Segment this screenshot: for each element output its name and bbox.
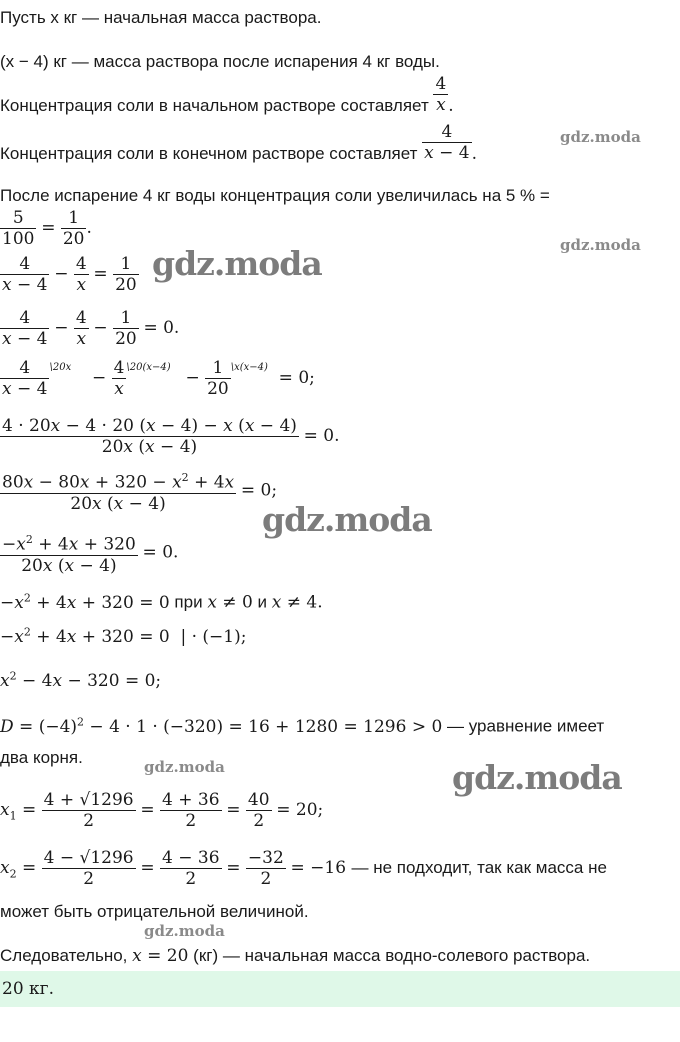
watermark-logo: gdz.moda	[144, 922, 225, 940]
discriminant-line: $D = (-4)^2 - 4 \cdot 1 \cdot (-320) = 16 + 1280 = 1296 > 0$ — уравнение имеет	[0, 715, 605, 737]
equation-6: $\frac{-x^2 + 4x + 320}{20x (x - 4)}$ = 0.	[0, 530, 178, 576]
intro-text: Пусть x кг — начальная масса раствора.	[0, 8, 322, 27]
percent-fraction-line: $\frac{5}{100}$ = $\frac{1}{20}$ .	[2, 208, 92, 249]
two-roots-line	[0, 748, 83, 768]
and-word: и	[257, 592, 268, 612]
negative-mass-line	[0, 902, 309, 922]
conclusion-text: (кг) — начальная масса водно-солевого раствора.	[193, 946, 591, 965]
mass-after-text: (x − 4) кг — масса раствора после испарения 4 кг воды.	[0, 52, 440, 71]
initial-concentration-line: Концентрация соли в начальном растворе составляет $\frac{4}{x}$ .	[0, 74, 454, 116]
equation-5: $\frac{80x - 80x + 320 - x^2 + 4x}{20x (x - 4)}$ = 0;	[0, 468, 277, 514]
two-roots-text: два корня.	[0, 748, 83, 767]
condition-word: при	[174, 592, 203, 612]
increase-text: После испарение 4 кг воды концентрация соли увеличилась на 5 % =	[0, 186, 550, 205]
equation-8: $-x^2 + 4x + 320 = 0$ | · (−1);	[0, 625, 247, 647]
root-x2-line: $x_2$ = $\frac{4 - √1296}{2}$ = $\frac{4 - 36}{2}$ = $\frac{-32}{2}$ = −16 — не подходит, так как масса не	[0, 848, 607, 889]
fraction-4-over-x: $\frac{4}{x}$	[435, 74, 447, 115]
answer-text: 20 кг.	[2, 979, 54, 999]
equation-1: $\frac{4}{x - 4}$ − $\frac{4}{x}$ = $\frac{1}{20}$	[2, 254, 137, 295]
root-x2-rejection-text: — не подходит, так как масса не	[351, 857, 607, 877]
root-x1-line: $x_1$ = $\frac{4 + √1296}{2}$ = $\frac{4 + 36}{2}$ = $\frac{40}{2}$ = 20;	[0, 790, 324, 831]
watermark-logo: gdz.moda	[452, 758, 622, 797]
conclusion-line: Следовательно, x = 20 (кг) — начальная масса водно-солевого раствора.	[0, 946, 591, 966]
discriminant-text: — уравнение имеет	[447, 716, 605, 736]
watermark-logo: gdz.moda	[560, 236, 641, 254]
conclusion-lead: Следовательно,	[0, 946, 128, 965]
equation-2: $\frac{4}{x - 4}$ − $\frac{4}{x}$ − $\frac{1}{20}$ = 0.	[2, 308, 180, 349]
watermark-logo: gdz.moda	[560, 128, 641, 146]
increase-line	[0, 186, 550, 206]
initial-concentration-text: Концентрация соли в начальном растворе составляет	[0, 95, 429, 115]
watermark-logo: gdz.moda	[152, 244, 322, 283]
equation-7: $-x^2 + 4x + 320 = 0$ при x ≠ 0 и x ≠ 4.	[0, 591, 323, 613]
equation-3: $\frac{4}{x - 4}$ $^{\backslash 20x}$ − $\frac{4}{x}$ $^{\backslash 20(x-4)}$ − $\frac{1}{20}$ $^{\backslash x(x-4)}$ = 0;	[2, 358, 315, 399]
final-concentration-line: Концентрация соли в конечном растворе составляет $\frac{4}{x - 4}$ .	[0, 122, 477, 164]
watermark-logo: gdz.moda	[144, 758, 225, 776]
equation-9: $x^2 - 4x - 320 = 0$;	[0, 669, 162, 691]
fraction-4-over-x-minus-4: $\frac{4}{x - 4}$	[424, 122, 470, 163]
answer-box	[0, 971, 680, 1007]
negative-mass-text: может быть отрицательной величиной.	[0, 902, 309, 921]
final-concentration-text: Концентрация соли в конечном растворе составляет	[0, 143, 418, 163]
equation-4: $\frac{4 \cdot 20x - 4 \cdot 20 (x - 4) - x (x - 4)}{20x (x - 4)}$ = 0.	[2, 416, 340, 457]
intro-line	[0, 8, 321, 28]
mass-after-line	[0, 52, 440, 72]
watermark-logo: gdz.moda	[262, 500, 432, 539]
